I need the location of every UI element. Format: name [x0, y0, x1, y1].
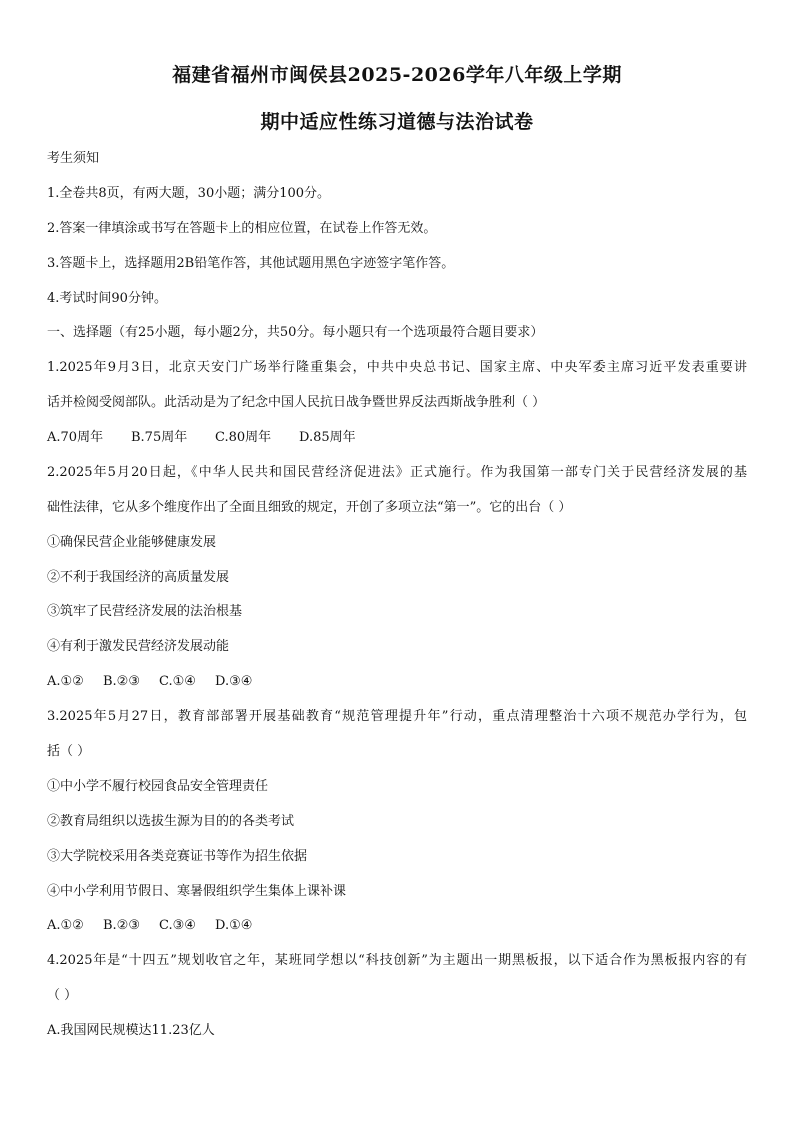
option-b: B.75周年: [131, 430, 188, 445]
exam-title-line2: 期中适应性练习道德与法治试卷: [260, 111, 534, 133]
question-2-stem-line1: 2.2025年5月20日起，《中华人民共和国民营经济促进法》正式施行。作为我国第一部专门关于民营经济发展的基: [47, 465, 747, 480]
option-c: C.①④: [159, 674, 196, 689]
question-3-statement-1: ①中小学不履行校园食品安全管理责任: [47, 779, 269, 794]
option-a: A.70周年: [47, 430, 104, 445]
option-d: D.①④: [215, 918, 253, 933]
notice-item-4: 4.考试时间90分钟。: [47, 291, 167, 306]
question-2-statement-4: ④有利于激发民营经济发展动能: [47, 639, 230, 654]
notice-item-3: 3.答题卡上，选择题用2B铅笔作答，其他试题用黑色字迹签字笔作答。: [47, 256, 455, 271]
question-3-statement-3: ③大学院校采用各类竞赛证书等作为招生依据: [47, 849, 308, 864]
question-4-option-a: A.我国网民规模达11.23亿人: [47, 1023, 215, 1038]
question-2-stem-line2: 础性法律，它从多个维度作出了全面且细致的规定，开创了多项立法“第一”。它的出台（ ）: [47, 500, 572, 515]
question-2-options: [47, 673, 252, 691]
option-b: B.②③: [103, 674, 140, 689]
option-d: D.③④: [215, 674, 253, 689]
notice-heading: 考生须知: [47, 151, 100, 166]
question-3-statement-2: ②教育局组织以选拔生源为目的的各类考试: [47, 814, 295, 829]
question-4-stem-line2: （ ）: [47, 988, 78, 1003]
question-3-options: [47, 917, 252, 935]
option-c: C.③④: [159, 918, 196, 933]
question-2-statement-2: ②不利于我国经济的高质量发展: [47, 570, 230, 585]
question-3-stem-line1: 3.2025年5月27日，教育部部署开展基础教育“规范管理提升年”行动，重点清理整治十六项不规范办学行为，包: [47, 709, 747, 724]
question-2-statement-1: ①确保民营企业能够健康发展: [47, 535, 217, 550]
notice-item-2: 2.答案一律填涂或书写在答题卡上的相应位置，在试卷上作答无效。: [47, 221, 437, 236]
option-c: C.80周年: [215, 430, 272, 445]
question-2-statement-3: ③筑牢了民营经济发展的法治根基: [47, 604, 243, 619]
exam-title-line1: 福建省福州市闽侯县2025-2026学年八年级上学期: [172, 64, 622, 86]
option-d: D.85周年: [299, 430, 356, 445]
question-4-stem-line1: 4.2025年是“十四五”规划收官之年，某班同学想以“科技创新”为主题出一期黑板报，以下适合作为黑板报内容的有: [47, 953, 747, 968]
question-1-stem-line1: 1.2025年9月3日，北京天安门广场举行隆重集会，中共中央总书记、国家主席、中央军委主席习近平发表重要讲: [47, 360, 747, 375]
question-3-stem-line2: 括（ ）: [47, 744, 91, 759]
option-a: A.①②: [47, 918, 84, 933]
notice-item-1: 1.全卷共8页，有两大题，30小题；满分100分。: [47, 186, 331, 201]
question-3-statement-4: ④中小学利用节假日、寒暑假组织学生集体上课补课: [47, 884, 347, 899]
option-b: B.②③: [103, 918, 140, 933]
section-heading: 一、选择题（有25小题，每小题2分，共50分。每小题只有一个选项最符合题目要求）: [47, 325, 544, 340]
option-a: A.①②: [47, 674, 84, 689]
question-1-stem-line2: 话并检阅受阅部队。此活动是为了纪念中国人民抗日战争暨世界反法西斯战争胜利（ ）: [47, 395, 546, 410]
question-1-options: [47, 429, 356, 447]
